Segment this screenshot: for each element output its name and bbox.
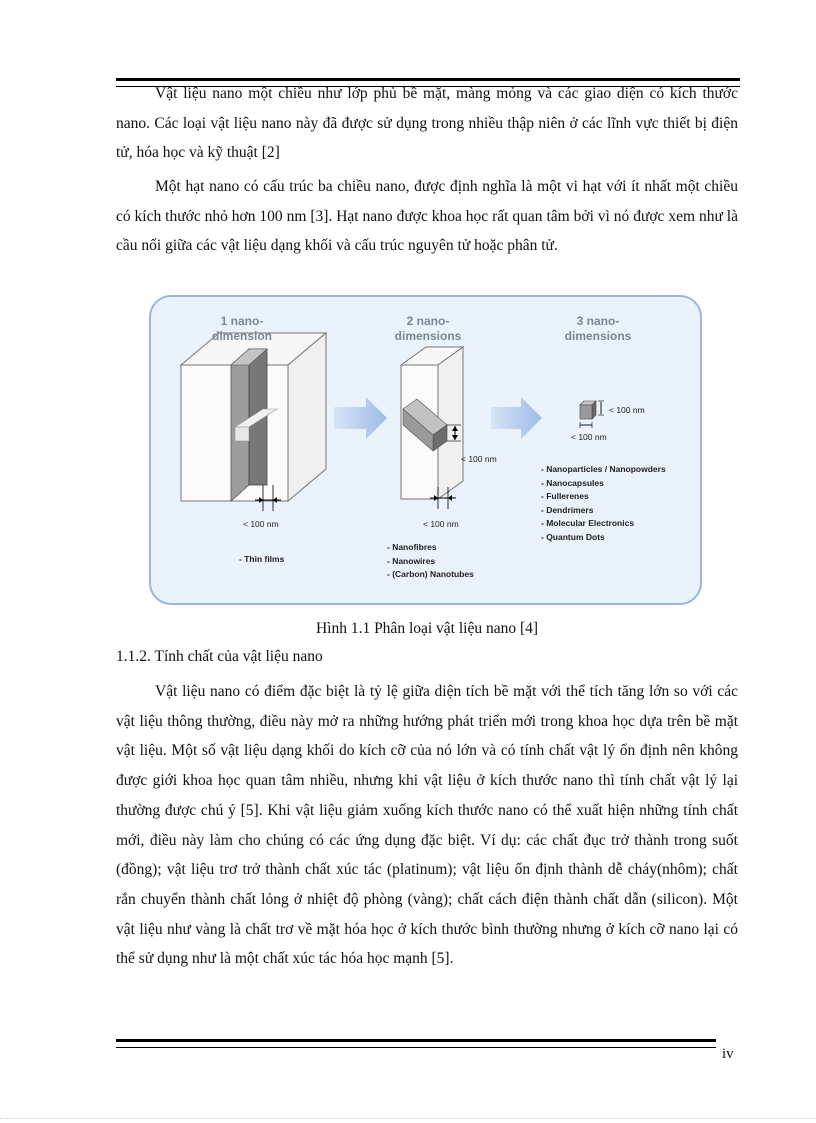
size-label-3d-bottom: < 100 nm: [571, 432, 607, 442]
arrow-right-1: [334, 397, 387, 439]
thin-film-cube: [181, 333, 326, 511]
paragraph-3: Vật liệu nano có điểm đặc biệt là tỷ lệ giữa diện tích bề mặt với thể tích tăng lớn so với các vật liệu thông thường, điều này mở ra những hướng phát triển mới trong khoa học dựa trên bề mặt vật liệu. Một số vật liệu dạng khối do kích cỡ của nó lớn và có tính chất vật lý ổn định nên không được giới khoa học quan tâm nhiều, nhưng khi vật liệu ở kích thước nano thì tính chất vật lý lại thường được chú ý [5]. Khi vật liệu giảm xuống kích thước nano có thể xuất hiện những tính chất mới, điều này làm cho chúng có các ứng dụng đặc biệt. Ví dụ: các chất đục trở thành trong suốt (đồng); vật liệu trơ trở thành chất xúc tác (platinum); vật liệu ổn định thành dễ cháy(nhôm); chất rắn chuyển thành chất lỏng ở nhiệt độ phòng (vàng); chất cách điện thành chất dẫn (silicon). Một vật liệu như vàng là chất trơ về mặt hóa học ở kích thước bình thường nhưng ở kích cỡ nano lại có thể sử dụng như là một chất xúc tác hóa học mạnh [5].: [116, 683, 738, 968]
size-label-3d-side: < 100 nm: [609, 405, 645, 415]
body-text-bottom: [116, 677, 738, 974]
nano-dimension-figure: [149, 295, 702, 605]
figure-caption: Hình 1.1 Phân loại vật liệu nano [4]: [315, 620, 539, 637]
examples-3d: - Nanoparticles / Nanopowders - Nanocapsules - Fullerenes - Dendrimers - Molecular Electronics - Quantum Dots: [541, 464, 666, 542]
size-label-2d-side: < 100 nm: [461, 454, 497, 464]
arrow-right-2: [491, 397, 542, 439]
body-text-middle: [116, 172, 738, 261]
size-label-1d: < 100 nm: [243, 519, 279, 529]
title-3d: 3 nano- dimensions: [564, 314, 632, 343]
page-number: iv: [722, 1046, 734, 1062]
examples-2d: - Nanofibres - Nanowires - (Carbon) Nanotubes: [387, 542, 474, 579]
nanowire-cube: [401, 347, 463, 509]
title-1d: 1 nano- dimension: [211, 314, 272, 343]
title-2d: 2 nano- dimensions: [394, 314, 462, 343]
size-label-2d-bottom: < 100 nm: [423, 519, 459, 529]
paragraph-1: Vật liệu nano một chiều như lớp phủ bề mặt, màng mỏng và các giao diện có kích thước nano. Các loại vật liệu nano này đã được sử dụng trong nhiều thập niên ở các lĩnh vực thiết bị điện tử, hóa học và kỹ thuật [2]: [116, 85, 738, 162]
nanoparticle-cube: [580, 401, 604, 428]
paragraph-2: Một hạt nano có cấu trúc ba chiều nano, được định nghĩa là một vi hạt với ít nhất một chiều có kích thước nhỏ hơn 100 nm [3]. Hạt nano được khoa học rất quan tâm bởi vì nó được xem như là cầu nối giữa các vật liệu dạng khối và cấu trúc nguyên tử hoặc phân tử.: [116, 178, 738, 255]
body-text-top: [116, 79, 738, 168]
footer-rule: [116, 1039, 716, 1048]
page-edge-dotted-line: [0, 1118, 816, 1119]
examples-1d: - Thin films: [239, 554, 285, 564]
section-heading: 1.1.2. Tính chất của vật liệu nano: [116, 648, 323, 665]
